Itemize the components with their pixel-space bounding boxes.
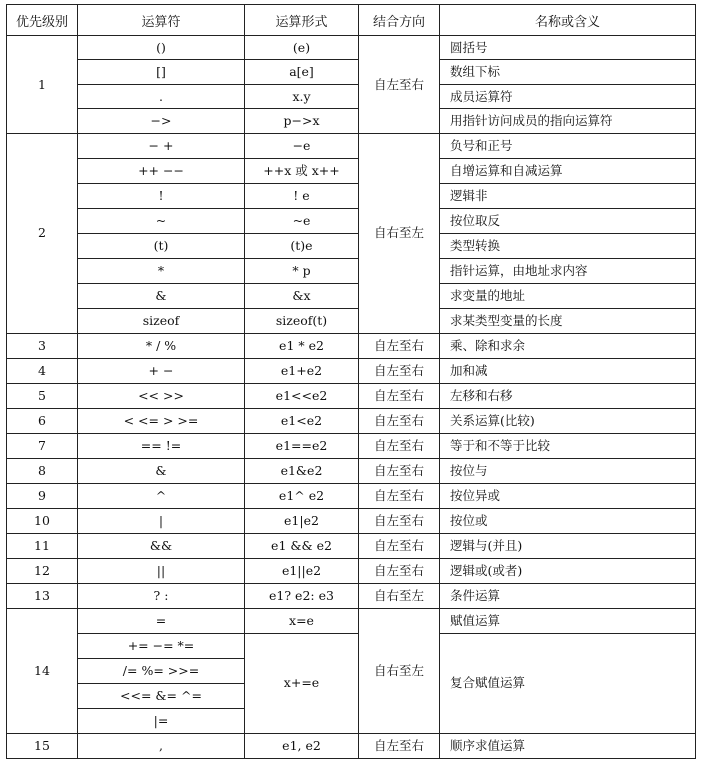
assoc-cell: 自左至右 <box>359 483 440 508</box>
form-cell: * p <box>245 258 359 283</box>
table-row <box>7 408 696 433</box>
level-cell: 14 <box>7 608 78 733</box>
assoc-cell: 自左至右 <box>359 408 440 433</box>
header-level: 优先级别 <box>7 5 78 36</box>
meaning-cell: 成员运算符 <box>440 84 696 108</box>
operator-cell: () <box>78 36 245 60</box>
form-cell: e1 * e2 <box>245 333 359 358</box>
meaning-cell: 顺序求值运算 <box>440 733 696 758</box>
table-row <box>7 508 696 533</box>
operator-cell: <<= &= ^= <box>78 683 245 708</box>
level-cell: 10 <box>7 508 78 533</box>
form-cell: ! e <box>245 183 359 208</box>
form-cell: e1, e2 <box>245 733 359 758</box>
level-cell: 13 <box>7 583 78 608</box>
group-level-10 <box>7 508 696 533</box>
assoc-cell: 自右至左 <box>359 133 440 333</box>
meaning-cell: 圆括号 <box>440 36 696 60</box>
form-cell: a[e] <box>245 60 359 84</box>
meaning-cell: 逻辑非 <box>440 183 696 208</box>
operator-cell: sizeof <box>78 308 245 333</box>
header-meaning: 名称或含义 <box>440 5 696 36</box>
table-row <box>7 433 696 458</box>
level-cell: 15 <box>7 733 78 758</box>
form-cell: −e <box>245 133 359 158</box>
form-cell: (e) <box>245 36 359 60</box>
operator-cell: += −= *= <box>78 633 245 658</box>
table-row <box>7 533 696 558</box>
meaning-cell: 条件运算 <box>440 583 696 608</box>
table-row <box>7 283 696 308</box>
group-level-6 <box>7 408 696 433</box>
operator-cell: |= <box>78 708 245 733</box>
header-operator: 运算符 <box>78 5 245 36</box>
table-row <box>7 558 696 583</box>
level-cell: 9 <box>7 483 78 508</box>
form-cell: e1 && e2 <box>245 533 359 558</box>
table-row <box>7 208 696 233</box>
level-cell: 4 <box>7 358 78 383</box>
operator-cell: & <box>78 458 245 483</box>
assoc-cell: 自右至左 <box>359 608 440 733</box>
meaning-cell: 乘、除和求余 <box>440 333 696 358</box>
table-row <box>7 608 696 633</box>
form-cell: p−>x <box>245 109 359 133</box>
level-cell: 1 <box>7 36 78 134</box>
table-row <box>7 258 696 283</box>
group-level-12 <box>7 558 696 583</box>
table-row <box>7 158 696 183</box>
operator-cell: & <box>78 283 245 308</box>
assoc-cell: 自右至左 <box>359 583 440 608</box>
form-cell: e1? e2: e3 <box>245 583 359 608</box>
table-row <box>7 84 696 108</box>
operator-cell: − + <box>78 133 245 158</box>
table-row <box>7 633 696 658</box>
table-row <box>7 133 696 158</box>
meaning-cell: 加和减 <box>440 358 696 383</box>
table-row <box>7 60 696 84</box>
form-cell: &x <box>245 283 359 308</box>
operator-cell: ? : <box>78 583 245 608</box>
meaning-cell: 负号和正号 <box>440 133 696 158</box>
operator-cell: [] <box>78 60 245 84</box>
operator-cell: << >> <box>78 383 245 408</box>
meaning-cell: 按位取反 <box>440 208 696 233</box>
operator-cell: = <box>78 608 245 633</box>
meaning-cell: 按位或 <box>440 508 696 533</box>
operator-cell: ++ −− <box>78 158 245 183</box>
meaning-cell: 逻辑或(或者) <box>440 558 696 583</box>
meaning-cell: 按位异或 <box>440 483 696 508</box>
form-cell: e1<e2 <box>245 408 359 433</box>
operator-cell: == != <box>78 433 245 458</box>
meaning-cell: 指针运算，由地址求内容 <box>440 258 696 283</box>
operator-cell: && <box>78 533 245 558</box>
meaning-cell: 求某类型变量的长度 <box>440 308 696 333</box>
level-cell: 3 <box>7 333 78 358</box>
operator-cell: | <box>78 508 245 533</box>
group-level-14 <box>7 608 696 733</box>
operator-cell: * / % <box>78 333 245 358</box>
meaning-cell: 自增运算和自减运算 <box>440 158 696 183</box>
form-cell: e1^ e2 <box>245 483 359 508</box>
level-cell: 7 <box>7 433 78 458</box>
form-cell: e1||e2 <box>245 558 359 583</box>
form-cell: e1|e2 <box>245 508 359 533</box>
group-level-2 <box>7 133 696 333</box>
group-level-3 <box>7 333 696 358</box>
level-cell: 2 <box>7 133 78 333</box>
assoc-cell: 自左至右 <box>359 36 440 134</box>
table-row <box>7 308 696 333</box>
group-level-5 <box>7 383 696 408</box>
table-row <box>7 583 696 608</box>
assoc-cell: 自左至右 <box>359 433 440 458</box>
meaning-cell: 求变量的地址 <box>440 283 696 308</box>
assoc-cell: 自左至右 <box>359 458 440 483</box>
table-row <box>7 333 696 358</box>
meaning-cell: 用指针访问成员的指向运算符 <box>440 109 696 133</box>
level-cell: 5 <box>7 383 78 408</box>
meaning-cell: 复合赋值运算 <box>440 633 696 733</box>
table-row <box>7 733 696 758</box>
table-row <box>7 233 696 258</box>
form-cell: e1+e2 <box>245 358 359 383</box>
level-cell: 12 <box>7 558 78 583</box>
meaning-cell: 按位与 <box>440 458 696 483</box>
form-cell: sizeof(t) <box>245 308 359 333</box>
level-cell: 6 <box>7 408 78 433</box>
form-cell: ~e <box>245 208 359 233</box>
assoc-cell: 自左至右 <box>359 558 440 583</box>
operator-cell: , <box>78 733 245 758</box>
meaning-cell: 类型转换 <box>440 233 696 258</box>
meaning-cell: 左移和右移 <box>440 383 696 408</box>
group-level-8 <box>7 458 696 483</box>
meaning-cell: 关系运算(比较) <box>440 408 696 433</box>
group-level-1 <box>7 36 696 134</box>
table-row <box>7 483 696 508</box>
form-cell: x=e <box>245 608 359 633</box>
assoc-cell: 自左至右 <box>359 733 440 758</box>
group-level-15 <box>7 733 696 758</box>
meaning-cell: 逻辑与(并且) <box>440 533 696 558</box>
group-level-11 <box>7 533 696 558</box>
form-cell: x+=e <box>245 633 359 733</box>
operator-precedence-table <box>6 4 696 759</box>
meaning-cell: 赋值运算 <box>440 608 696 633</box>
operator-cell: || <box>78 558 245 583</box>
table-row <box>7 383 696 408</box>
assoc-cell: 自左至右 <box>359 383 440 408</box>
operator-cell: * <box>78 258 245 283</box>
operator-cell: + − <box>78 358 245 383</box>
group-level-7 <box>7 433 696 458</box>
form-cell: e1==e2 <box>245 433 359 458</box>
operator-cell: . <box>78 84 245 108</box>
header-form: 运算形式 <box>245 5 359 36</box>
meaning-cell: 等于和不等于比较 <box>440 433 696 458</box>
operator-cell: ! <box>78 183 245 208</box>
header-associativity: 结合方向 <box>359 5 440 36</box>
group-level-9 <box>7 483 696 508</box>
level-cell: 8 <box>7 458 78 483</box>
meaning-cell: 数组下标 <box>440 60 696 84</box>
table-row <box>7 36 696 60</box>
table-row <box>7 458 696 483</box>
group-level-13 <box>7 583 696 608</box>
form-cell: (t)e <box>245 233 359 258</box>
form-cell: e1<<e2 <box>245 383 359 408</box>
operator-cell: < <= > >= <box>78 408 245 433</box>
operator-cell: /= %= >>= <box>78 658 245 683</box>
table-row <box>7 358 696 383</box>
table-row <box>7 183 696 208</box>
group-level-4 <box>7 358 696 383</box>
form-cell: ++x 或 x++ <box>245 158 359 183</box>
operator-cell: ~ <box>78 208 245 233</box>
level-cell: 11 <box>7 533 78 558</box>
header-row <box>7 5 696 36</box>
form-cell: x.y <box>245 84 359 108</box>
assoc-cell: 自左至右 <box>359 533 440 558</box>
operator-cell: −> <box>78 109 245 133</box>
operator-cell: ^ <box>78 483 245 508</box>
form-cell: e1&e2 <box>245 458 359 483</box>
table-row <box>7 109 696 133</box>
assoc-cell: 自左至右 <box>359 508 440 533</box>
assoc-cell: 自左至右 <box>359 333 440 358</box>
operator-cell: (t) <box>78 233 245 258</box>
assoc-cell: 自左至右 <box>359 358 440 383</box>
